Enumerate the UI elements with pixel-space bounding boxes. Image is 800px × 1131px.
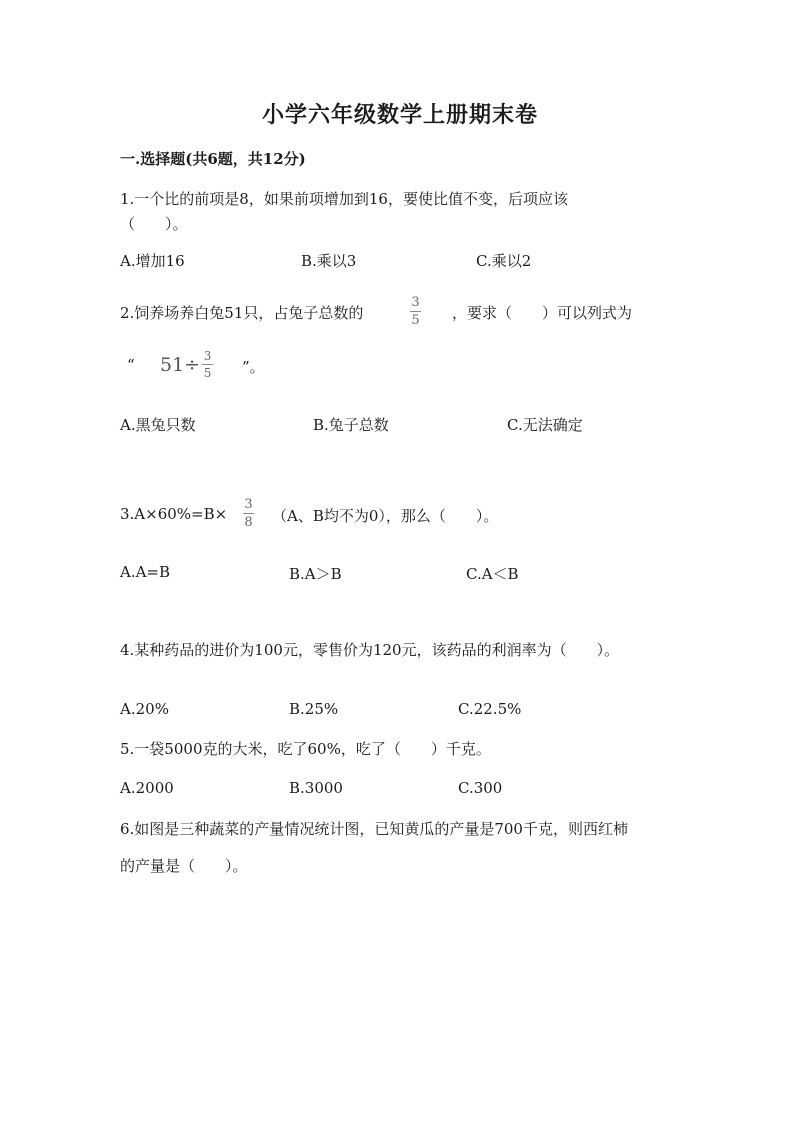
fraction-bar [243, 513, 254, 514]
expression-integer: 51÷ [160, 353, 201, 376]
question-1-line-2: （ ）。 [120, 215, 188, 233]
question-2-option-c: C.无法确定 [507, 416, 583, 434]
question-3-option-b: B.A＞B [289, 565, 342, 583]
question-2-option-a: A.黑兔只数 [120, 416, 196, 434]
question-2-quote-close: ”。 [242, 358, 265, 376]
fraction-numerator: 3 [203, 349, 212, 363]
question-3-fraction [243, 498, 254, 529]
question-3-option-c: C.A＜B [466, 565, 519, 583]
section-heading: 一.选择题(共6题，共12分) [120, 150, 306, 168]
fraction-denominator: 5 [411, 313, 420, 328]
fraction-bar [410, 311, 421, 312]
expression-fraction [202, 350, 213, 379]
question-4-option-b: B.25% [289, 700, 339, 718]
question-6-line-2: 的产量是（ ）。 [120, 857, 248, 875]
page-title: 小学六年级数学上册期末卷 [261, 102, 538, 128]
question-3-option-a: A.A=B [120, 563, 171, 581]
question-1-option-c: C.乘以2 [476, 252, 532, 270]
question-5-option-c: C.300 [458, 779, 503, 797]
question-5-option-a: A.2000 [120, 779, 174, 797]
fraction-numerator: 3 [411, 295, 420, 310]
question-1-option-b: B.乘以3 [301, 252, 357, 270]
question-1-line-1: 1.一个比的前项是8，如果前项增加到16，要使比值不变，后项应该 [120, 190, 568, 208]
question-4-option-c: C.22.5% [458, 700, 522, 718]
question-1-option-a: A.增加16 [120, 252, 185, 270]
question-6-line-1: 6.如图是三种蔬菜的产量情况统计图，已知黄瓜的产量是700千克，则西红柿 [120, 820, 628, 838]
question-2-option-b: B.兔子总数 [313, 416, 389, 434]
question-5-option-b: B.3000 [289, 779, 343, 797]
question-2-text-b: ，要求（ ）可以列式为 [452, 304, 633, 322]
question-3-text-a: 3.A×60%=B× [120, 505, 228, 523]
fraction-denominator: 5 [203, 366, 212, 380]
question-2-quote-open: “ [127, 356, 135, 374]
question-2-expression [160, 350, 213, 379]
fraction-bar [202, 364, 213, 365]
question-5-text: 5.一袋5000克的大米，吃了60%，吃了（ ）千克。 [120, 740, 491, 758]
question-4-option-a: A.20% [120, 700, 169, 718]
fraction-denominator: 8 [244, 515, 253, 530]
question-3-text-b: （A、B均不为0），那么（ ）。 [272, 507, 499, 525]
question-2-text-a: 2.饲养场养白兔51只，占兔子总数的 [120, 304, 364, 322]
fraction-numerator: 3 [244, 497, 253, 512]
question-4-text: 4.某种药品的进价为100元，零售价为120元，该药品的利润率为（ ）。 [120, 641, 620, 659]
question-2-fraction [410, 296, 421, 327]
